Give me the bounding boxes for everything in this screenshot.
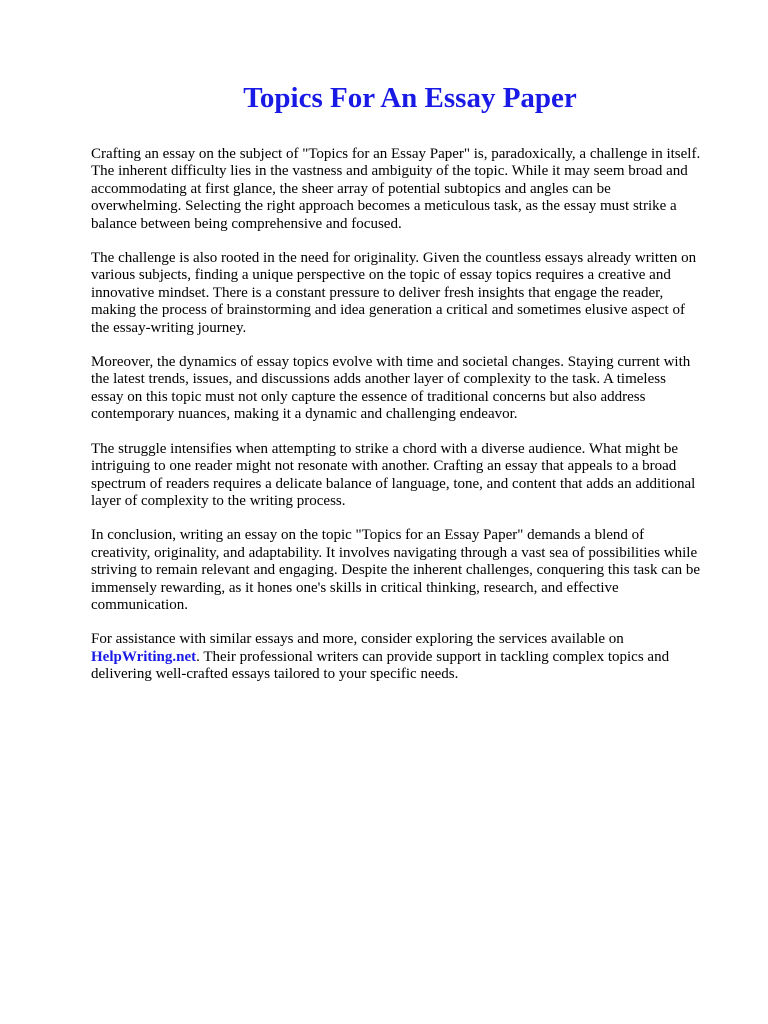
document-body [91, 146, 731, 701]
paragraph-line: contemporary nuances, making it a dynamic and challenging endeavor. [91, 406, 518, 423]
paragraph-line: accommodating at first glance, the sheer array of potential subtopics and angles can be [91, 180, 611, 197]
paragraph-line: various subjects, finding a unique perspective on the topic of essay topics requires a creative and [91, 267, 671, 284]
paragraph-line: creativity, originality, and adaptability. It involves navigating through a vast sea of possibilities while [91, 544, 698, 561]
paragraph-line: layer of complexity to the writing process. [91, 492, 346, 509]
paragraph-line: striving to remain relevant and engaging. Despite the inherent challenges, conquering this task can be [91, 562, 700, 579]
link-trailing-text: . Their professional writers can provide support in tackling complex topics and [196, 648, 670, 665]
helpwriting-link[interactable]: HelpWriting.net [91, 648, 197, 665]
paragraph-3 [91, 354, 731, 424]
paragraph-line: overwhelming. Selecting the right approach becomes a meticulous task, as the essay must strike a [91, 198, 677, 215]
paragraph-line: The challenge is also rooted in the need for originality. Given the countless essays already written on [91, 250, 697, 267]
paragraph-line: innovative mindset. There is a constant pressure to deliver fresh insights that engage the reader, [91, 284, 664, 301]
paragraph-line: For assistance with similar essays and more, consider exploring the services available on [91, 631, 624, 648]
paragraph-line: essay on this topic must not only capture the essence of traditional concerns but also address [91, 388, 646, 405]
paragraph-4 [91, 441, 731, 511]
paragraph-line: balance between being comprehensive and focused. [91, 215, 402, 232]
paragraph-line: the essay-writing journey. [91, 319, 247, 336]
paragraph-line: Moreover, the dynamics of essay topics evolve with time and societal changes. Staying current with [91, 354, 691, 371]
paragraph-line [91, 649, 731, 666]
paragraph-line: communication. [91, 596, 189, 613]
document-title: Topics For An Essay Paper [243, 82, 577, 114]
paragraph-line: intriguing to one reader might not resonate with another. Crafting an essay that appeals to a broad [91, 458, 677, 475]
paragraph-line: the latest trends, issues, and discussions adds another layer of complexity to the task. A timeless [91, 371, 666, 388]
paragraph-line: Crafting an essay on the subject of "Topics for an Essay Paper" is, paradoxically, a challenge in itself. [91, 146, 701, 162]
paragraph-1 [91, 146, 731, 233]
paragraph-line: delivering well-crafted essays tailored to your specific needs. [91, 666, 459, 683]
paragraph-2 [91, 250, 731, 337]
closing-paragraph [91, 631, 731, 683]
paragraph-line: The struggle intensifies when attempting to strike a chord with a diverse audience. What might be [91, 440, 679, 457]
paragraph-line: In conclusion, writing an essay on the topic "Topics for an Essay Paper" demands a blend of [91, 527, 645, 544]
paragraph-line: making the process of brainstorming and idea generation a critical and sometimes elusive aspect of [91, 302, 685, 319]
paragraph-5 [91, 527, 731, 614]
paragraph-line: immensely rewarding, as it hones one's skills in critical thinking, research, and effective [91, 579, 619, 596]
paragraph-line: spectrum of readers requires a delicate balance of language, tone, and content that adds an additional [91, 475, 696, 492]
paragraph-line: The inherent difficulty lies in the vastness and ambiguity of the topic. While it may seem broad and [91, 163, 688, 180]
